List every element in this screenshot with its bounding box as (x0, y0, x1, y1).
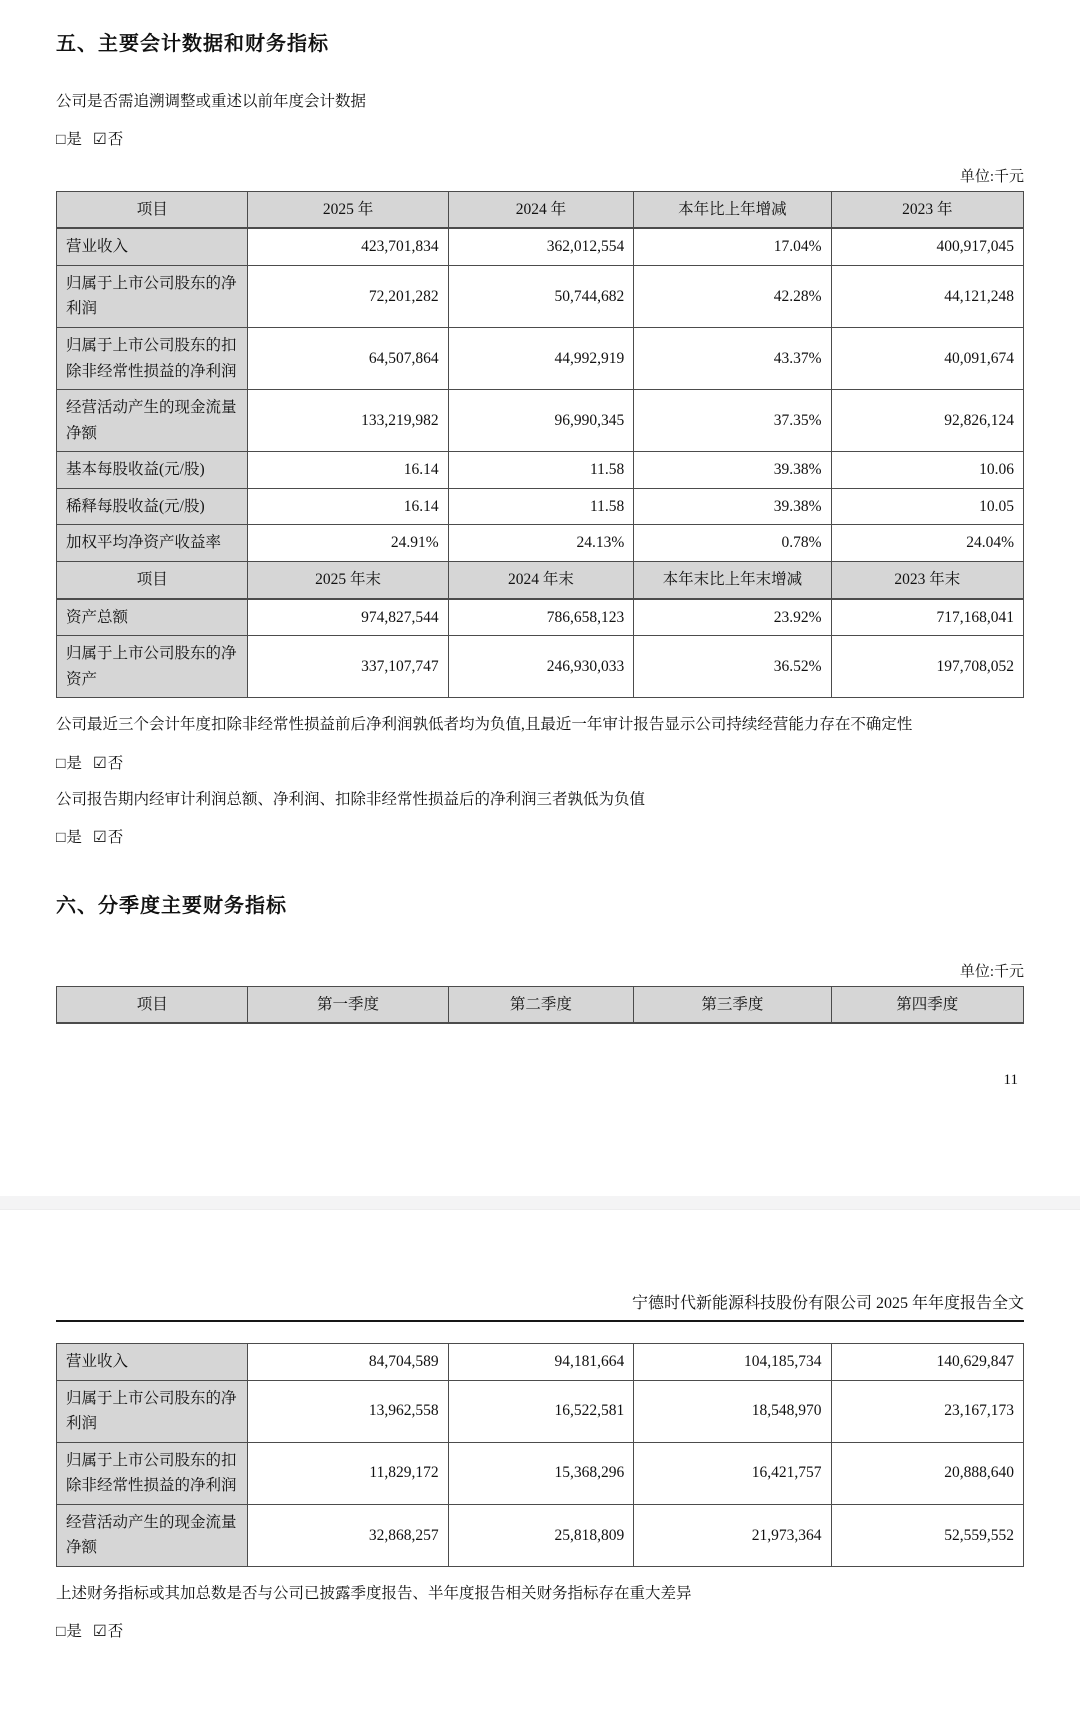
row-label: 归属于上市公司股东的净利润 (57, 1380, 248, 1442)
quarterly-diff-question: 上述财务指标或其加总数是否与公司已披露季度报告、半年度报告相关财务指标存在重大差异 (56, 1584, 692, 1602)
value-cell: 37.35% (634, 390, 831, 452)
value-cell: 50,744,682 (448, 265, 634, 327)
checkbox-no-checked-icon: ☑否 (92, 754, 125, 772)
value-cell: 24.91% (248, 525, 448, 562)
row-label: 营业收入 (57, 228, 248, 265)
value-cell: 0.78% (634, 525, 831, 562)
value-cell: 974,827,544 (248, 599, 448, 636)
value-cell: 24.04% (831, 525, 1023, 562)
value-cell: 16.14 (248, 488, 448, 525)
restate-question: 公司是否需追溯调整或重述以前年度会计数据 (56, 93, 367, 110)
table-row-revenue (57, 228, 1024, 265)
value-cell: 18,548,970 (634, 1380, 831, 1442)
col-header-item: 项目 (57, 191, 248, 228)
col-header-q2: 第二季度 (448, 986, 634, 1023)
value-cell: 11.58 (448, 452, 634, 489)
value-cell: 84,704,589 (248, 1344, 448, 1381)
value-cell: 25,818,809 (448, 1504, 634, 1566)
value-cell: 40,091,674 (831, 328, 1023, 390)
value-cell: 64,507,864 (248, 328, 448, 390)
col-header-q1: 第一季度 (248, 986, 448, 1023)
table-row-total-assets (57, 599, 1024, 636)
quarterly-table-header (56, 986, 1024, 1025)
quarterly-diff-answer (56, 1619, 1024, 1641)
value-cell: 362,012,554 (448, 228, 634, 265)
value-cell: 133,219,982 (248, 390, 448, 452)
table-header-row (57, 986, 1024, 1023)
col-header-q3: 第三季度 (634, 986, 831, 1023)
value-cell: 96,990,345 (448, 390, 634, 452)
row-label: 营业收入 (57, 1344, 248, 1381)
value-cell: 15,368,296 (448, 1442, 634, 1504)
value-cell: 140,629,847 (831, 1344, 1023, 1381)
checkbox-yes-unchecked-icon: □是 (56, 130, 83, 148)
row-label: 经营活动产生的现金流量净额 (57, 390, 248, 452)
table-row-weighted-roe (57, 525, 1024, 562)
value-cell: 786,658,123 (448, 599, 634, 636)
value-cell: 36.52% (634, 636, 831, 698)
value-cell: 23,167,173 (831, 1380, 1023, 1442)
value-cell: 32,868,257 (248, 1504, 448, 1566)
row-label: 基本每股收益(元/股) (57, 452, 248, 489)
table-row-diluted-eps (57, 488, 1024, 525)
row-label: 归属于上市公司股东的扣除非经常性损益的净利润 (57, 1442, 248, 1504)
value-cell: 72,201,282 (248, 265, 448, 327)
value-cell: 39.38% (634, 452, 831, 489)
value-cell: 44,992,919 (448, 328, 634, 390)
value-cell: 94,181,664 (448, 1344, 634, 1381)
value-cell: 20,888,640 (831, 1442, 1023, 1504)
restate-answer (56, 127, 1024, 149)
value-cell: 23.92% (634, 599, 831, 636)
col-header-yoy: 本年比上年增减 (634, 191, 831, 228)
value-cell: 400,917,045 (831, 228, 1023, 265)
table-row-net-assets (57, 636, 1024, 698)
page-number: 11 (1003, 1072, 1018, 1088)
unit-label: 单位:千元 (959, 168, 1024, 185)
col-header-2023: 2023 年 (831, 191, 1023, 228)
row-label: 归属于上市公司股东的净利润 (57, 265, 248, 327)
col-header-2023-end: 2023 年末 (831, 561, 1023, 598)
col-header-q4: 第四季度 (831, 986, 1023, 1023)
value-cell: 24.13% (448, 525, 634, 562)
checkbox-no-checked-icon: ☑否 (92, 130, 125, 148)
annual-financials-table (56, 191, 1024, 698)
report-page-12 (0, 1290, 1080, 1730)
profit-negative-answer (56, 825, 1024, 847)
value-cell: 13,962,558 (248, 1380, 448, 1442)
profit-negative-note: 公司报告期内经审计利润总额、净利润、扣除非经常性损益后的净利润三者孰低为负值 (56, 790, 646, 808)
table-row-revenue (57, 1344, 1024, 1381)
row-label: 经营活动产生的现金流量净额 (57, 1504, 248, 1566)
table-header-row (57, 191, 1024, 228)
value-cell: 16,421,757 (634, 1442, 831, 1504)
section6-title: 六、分季度主要财务指标 (56, 894, 287, 917)
page-separator (0, 1196, 1080, 1210)
table-row-net-profit (57, 265, 1024, 327)
col-header-2024-end: 2024 年末 (448, 561, 634, 598)
table-row-deducted-net-profit (57, 328, 1024, 390)
value-cell: 11.58 (448, 488, 634, 525)
value-cell: 423,701,834 (248, 228, 448, 265)
table-row-deducted-net-profit (57, 1442, 1024, 1504)
value-cell: 16.14 (248, 452, 448, 489)
value-cell: 11,829,172 (248, 1442, 448, 1504)
value-cell: 17.04% (634, 228, 831, 265)
value-cell: 44,121,248 (831, 265, 1023, 327)
value-cell: 337,107,747 (248, 636, 448, 698)
table-row-operating-cashflow (57, 1504, 1024, 1566)
checkbox-no-checked-icon: ☑否 (92, 828, 125, 846)
value-cell: 52,559,552 (831, 1504, 1023, 1566)
col-header-2025: 2025 年 (248, 191, 448, 228)
row-label: 加权平均净资产收益率 (57, 525, 248, 562)
value-cell: 39.38% (634, 488, 831, 525)
quarterly-table-body (56, 1343, 1024, 1567)
table-row-net-profit (57, 1380, 1024, 1442)
going-concern-answer (56, 751, 1024, 773)
row-label: 稀释每股收益(元/股) (57, 488, 248, 525)
unit-label: 单位:千元 (959, 963, 1024, 980)
table-row-basic-eps (57, 452, 1024, 489)
col-header-item: 项目 (57, 986, 248, 1023)
value-cell: 197,708,052 (831, 636, 1023, 698)
col-header-item: 项目 (57, 561, 248, 598)
value-cell: 43.37% (634, 328, 831, 390)
table-subheader-row (57, 561, 1024, 598)
document-running-header: 宁德时代新能源科技股份有限公司 2025 年年度报告全文 (56, 1290, 1024, 1322)
checkbox-yes-unchecked-icon: □是 (56, 1623, 83, 1641)
value-cell: 104,185,734 (634, 1344, 831, 1381)
value-cell: 92,826,124 (831, 390, 1023, 452)
checkbox-yes-unchecked-icon: □是 (56, 754, 83, 772)
col-header-2025-end: 2025 年末 (248, 561, 448, 598)
section5-title: 五、主要会计数据和财务指标 (56, 33, 329, 55)
table-row-operating-cashflow (57, 390, 1024, 452)
checkbox-no-checked-icon: ☑否 (92, 1623, 125, 1641)
row-label: 归属于上市公司股东的净资产 (57, 636, 248, 698)
going-concern-note: 公司最近三个会计年度扣除非经常性损益前后净利润孰低者均为负值,且最近一年审计报告显示公司持续经营能力存在不确定性 (56, 716, 913, 734)
row-label: 资产总额 (57, 599, 248, 636)
value-cell: 16,522,581 (448, 1380, 634, 1442)
value-cell: 717,168,041 (831, 599, 1023, 636)
value-cell: 21,973,364 (634, 1504, 831, 1566)
value-cell: 246,930,033 (448, 636, 634, 698)
value-cell: 10.06 (831, 452, 1023, 489)
col-header-yoy-end: 本年末比上年末增减 (634, 561, 831, 598)
value-cell: 10.05 (831, 488, 1023, 525)
row-label: 归属于上市公司股东的扣除非经常性损益的净利润 (57, 328, 248, 390)
checkbox-yes-unchecked-icon: □是 (56, 828, 83, 846)
col-header-2024: 2024 年 (448, 191, 634, 228)
value-cell: 42.28% (634, 265, 831, 327)
